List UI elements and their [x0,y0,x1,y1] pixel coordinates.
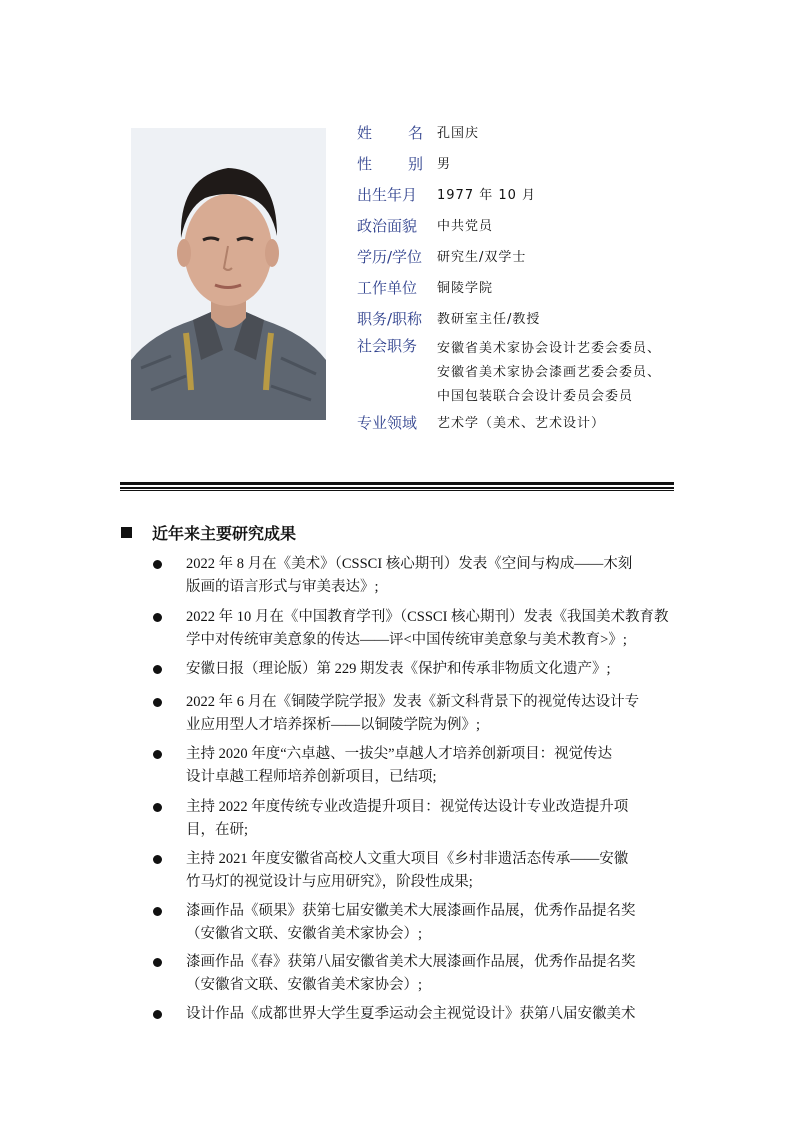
social-line: 中国包装联合会设计委员会委员 [437,389,634,404]
list-item-line: 主持 2020 年度“六卓越、一拔尖”卓越人才培养创新项目：视觉传达 [186,746,613,762]
list-item-line: 2022 年 8 月在《美术》（CSSCI 核心期刊）发表《空间与构成——木刻 [186,556,633,572]
social-line: 安徽省美术家协会设计艺委会委员、 [437,341,662,356]
list-item [150,743,690,789]
value-birth: 1977 年 10 月 [437,188,537,203]
section-heading [121,521,296,544]
label-gender-char-1: 性 [357,155,373,173]
list-item-text [186,658,686,681]
value-education: 研究生/双学士 [437,250,527,265]
label-employer: 工作单位 [357,279,418,297]
bullet-icon [153,1010,162,1019]
value-gender: 男 [437,157,452,172]
bullet-icon [153,560,162,569]
list-item-line: 主持 2022 年度传统专业改造提升项目：视觉传达设计专业改造提升项 [186,799,629,815]
list-item-line: （安徽省文联、安徽省美术家协会）; [186,926,423,942]
list-item-text [186,743,686,789]
list-item-text [186,796,686,842]
row-field [357,414,605,433]
list-item-line: 学中对传统审美意象的传达——评<中国传统审美意象与美术教育>》; [186,632,627,648]
row-position [357,310,540,329]
list-item [150,606,690,652]
list-item [150,900,690,946]
list-item-line: 漆画作品《春》获第八届安徽省美术大展漆画作品展，优秀作品提名奖 [186,954,636,970]
square-bullet-icon [121,527,132,538]
row-politics [357,217,493,236]
list-item [150,553,690,599]
bullet-icon [153,665,162,674]
list-item [150,951,690,997]
label-position: 职务/职称 [357,310,423,328]
value-position: 教研室主任/教授 [437,312,541,327]
list-item-line: 主持 2021 年度安徽省高校人文重大项目《乡村非遗活态传承——安徽 [186,851,629,867]
bullet-icon [153,958,162,967]
list-item-text [186,553,686,599]
row-social [357,337,661,409]
label-name-char-1: 姓 [357,124,373,142]
label-gender-char-2: 别 [407,155,423,173]
bullet-icon [153,855,162,864]
list-item-text [186,951,686,997]
label-politics: 政治面貌 [357,217,418,235]
row-birth [357,186,536,205]
list-item-line: 竹马灯的视觉设计与应用研究》，阶段性成果; [186,874,473,890]
row-education [357,248,526,267]
label-gender [357,155,429,174]
bullet-icon [153,613,162,622]
social-line: 安徽省美术家协会漆画艺委会委员、 [437,365,662,380]
section-divider [120,482,674,491]
label-name-char-2: 名 [407,124,423,142]
value-social [437,337,661,409]
list-item-line: 设计作品《成都世界大学生夏季运动会主视觉设计》获第八届安徽美术 [186,1006,636,1022]
list-item-line: 业应用型人才培养探析——以铜陵学院为例》; [186,717,481,733]
section-title: 近年来主要研究成果 [152,524,297,543]
list-item [150,691,690,737]
bullet-icon [153,698,162,707]
list-item [150,658,690,681]
portrait-photo [131,128,326,420]
list-item-line: 2022 年 6 月在《铜陵学院学报》发表《新文科背景下的视觉传达设计专 [186,694,640,710]
bullet-icon [153,803,162,812]
list-item-line: 安徽日报（理论版）第 229 期发表《保护和传承非物质文化遗产》; [186,661,611,677]
label-social: 社会职务 [357,337,418,355]
list-item-line: 版画的语言形式与审美表达》; [186,579,379,595]
row-employer [357,279,493,298]
list-item [150,1003,690,1026]
value-employer: 铜陵学院 [437,281,494,296]
bullet-icon [153,750,162,759]
label-birth: 出生年月 [357,186,418,204]
label-field: 专业领域 [357,414,418,432]
label-name [357,124,429,143]
list-item-line: 漆画作品《硕果》获第七届安徽美术大展漆画作品展，优秀作品提名奖 [186,903,636,919]
portrait-illustration [131,128,326,420]
list-item-text [186,691,686,737]
list-item-line: 目，在研; [186,822,249,838]
list-item-text [186,1003,686,1026]
list-item-line: 设计卓越工程师培养创新项目，已结项; [186,769,437,785]
list-item-line: 2022 年 10 月在《中国教育学刊》（CSSCI 核心期刊）发表《我国美术教育教 [186,609,669,625]
bullet-icon [153,907,162,916]
list-item-line: （安徽省文联、安徽省美术家协会）; [186,977,423,993]
list-item-text [186,900,686,946]
list-item [150,796,690,842]
list-item [150,848,690,894]
value-politics: 中共党员 [437,219,494,234]
value-field: 艺术学（美术、艺术设计） [437,416,606,431]
label-education: 学历/学位 [357,248,423,266]
value-name: 孔国庆 [437,126,480,141]
list-item-text [186,606,686,652]
list-item-text [186,848,686,894]
row-name [357,124,479,143]
row-gender [357,155,451,174]
